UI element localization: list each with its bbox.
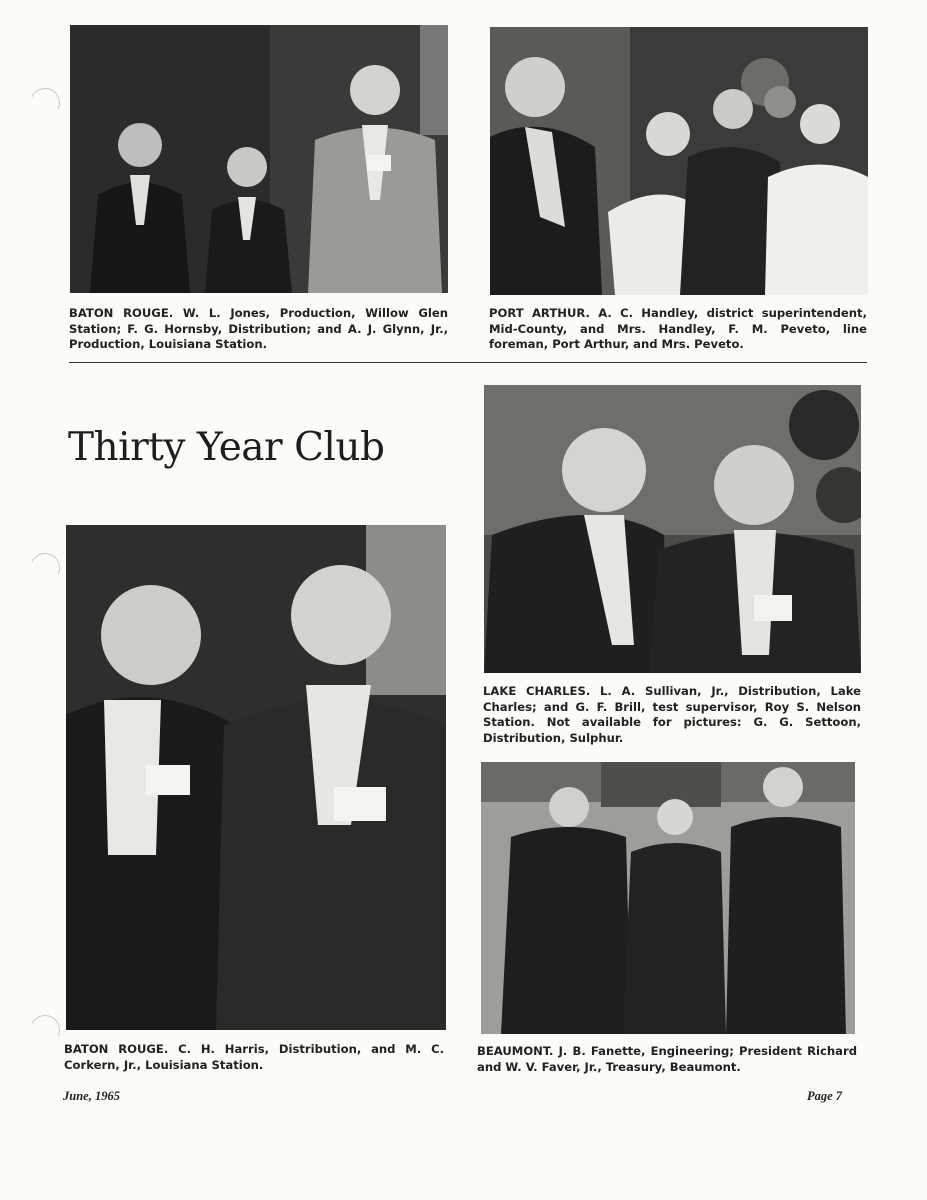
footer-page-number: Page 7 bbox=[806, 1089, 842, 1103]
footer-date: June, 1965 bbox=[63, 1089, 120, 1103]
section-divider bbox=[69, 362, 867, 363]
caption-baton-rouge-three-men: BATON ROUGE. W. L. Jones, Production, Willow Glen Station; F. G. Hornsby, Distribution; and A. J. Glynn, Jr., Production, Louisiana Station. bbox=[69, 306, 448, 351]
photo-baton-rouge-two-men bbox=[66, 525, 446, 1030]
photo-baton-rouge-three-men bbox=[70, 25, 448, 293]
caption-baton-rouge-two-men: BATON ROUGE. C. H. Harris, Distribution, and M. C. Corkern, Jr., Louisiana Station. bbox=[64, 1042, 444, 1072]
binder-hole-middle bbox=[26, 549, 64, 587]
caption-beaumont: BEAUMONT. J. B. Fanette, Engineering; President Richard and W. V. Faver, Jr., Treasury, Beaumont. bbox=[477, 1044, 857, 1074]
page-title: Thirty Year Club bbox=[68, 425, 385, 470]
photo-port-arthur bbox=[490, 27, 868, 295]
photo-beaumont bbox=[481, 762, 855, 1034]
photo-lake-charles bbox=[484, 385, 861, 673]
binder-hole-bottom bbox=[26, 1011, 64, 1049]
caption-port-arthur: PORT ARTHUR. A. C. Handley, district superintendent, Mid-County, and Mrs. Handley, F. M. Peveto, line foreman, Port Arthur, and Mrs. Peveto. bbox=[489, 306, 867, 351]
binder-hole-top bbox=[26, 84, 64, 122]
caption-lake-charles: LAKE CHARLES. L. A. Sullivan, Jr., Distribution, Lake Charles; and G. F. Brill, test supervisor, Roy S. Nelson Station. Not available for pictures: G. G. Settoon, Distribution, Sulphur. bbox=[483, 684, 861, 745]
